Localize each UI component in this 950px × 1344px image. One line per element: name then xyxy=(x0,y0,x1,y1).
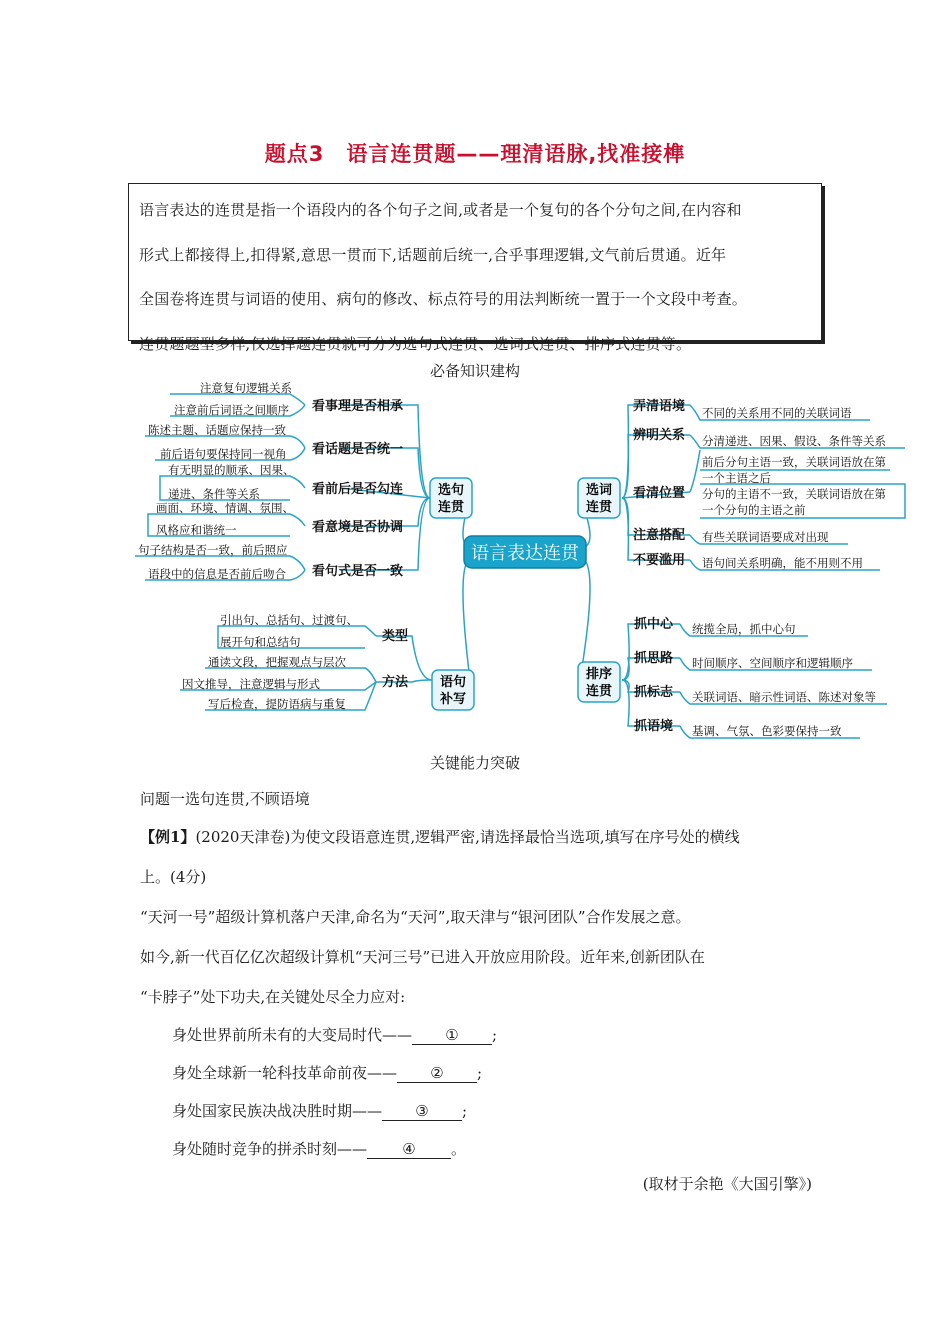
node-head: 方法 xyxy=(382,675,409,690)
blank-prefix: 身处世界前所未有的大变局时代—— xyxy=(172,1026,413,1044)
branch-label: 选词 xyxy=(585,483,613,498)
node-head: 看句式是否一致 xyxy=(312,564,404,579)
section-label-ability: 关键能力突破 xyxy=(429,754,520,772)
branch-label: 连贯 xyxy=(585,684,613,699)
passage-line: 如今,新一代百亿亿次超级计算机“天河三号”已进入开放应用阶段。近年来,创新团队在 xyxy=(140,948,705,966)
node-head: 看意境是否协调 xyxy=(312,520,404,535)
answer-blank-3[interactable]: ③ xyxy=(382,1102,462,1121)
node-leaf: 有些关联词语要成对出现 xyxy=(702,530,829,544)
branch-label: 选句 xyxy=(437,483,465,498)
problem-title: 问题一选句连贯,不顾语境 xyxy=(140,790,310,808)
center-node-label: 语言表达连贯 xyxy=(471,543,579,564)
node-leaf: 陈述主题、话题应保持一致 xyxy=(148,423,286,437)
intro-line: 全国卷将连贯与词语的使用、病句的修改、标点符号的用法判断统一置于一个文段中考查。 xyxy=(139,290,748,308)
node-leaf: 基调、气氛、色彩要保持一致 xyxy=(692,724,842,738)
source-citation: (取材于余艳《大国引擎》) xyxy=(642,1175,812,1193)
blank-line xyxy=(172,1100,467,1121)
branch-paixu xyxy=(578,662,620,702)
intro-line: 形式上都接得上,扣得紧,意思一贯而下,话题前后统一,合乎事理逻辑,文气前后贯通。近年 xyxy=(139,245,727,264)
node-leaf: 分清递进、因果、假设、条件等关系 xyxy=(702,434,886,448)
node-head: 看话题是否统一 xyxy=(312,442,404,457)
intro-line: 语言表达的连贯是指一个语段内的各个句子之间,或者是一个复句的各个分句之间,在内容和 xyxy=(139,201,742,219)
blank-line xyxy=(172,1024,497,1045)
node-leaf: 分句的主语不一致，关联词语放在第 xyxy=(702,487,886,501)
blank-prefix: 身处国家民族决战决胜时期—— xyxy=(172,1102,383,1120)
mind-map xyxy=(0,380,950,750)
example-tag: 【例1】 xyxy=(140,828,196,846)
node-head: 类型 xyxy=(382,629,409,644)
node-leaf: 前后分句主语一致，关联词语放在第 xyxy=(702,455,886,469)
node-leaf: 画面、环境、情调、氛围、 xyxy=(156,501,294,515)
node-leaf: 时间顺序、空间顺序和逻辑顺序 xyxy=(692,656,853,670)
node-leaf: 展开句和总结句 xyxy=(220,635,301,649)
blank-line xyxy=(172,1138,466,1159)
branch-label: 补写 xyxy=(439,692,467,707)
branch-yuju xyxy=(432,670,474,710)
answer-blank-4[interactable]: ④ xyxy=(367,1140,451,1159)
node-leaf: 一个主语之后 xyxy=(702,471,771,485)
node-leaf: 一个分句的主语之前 xyxy=(702,503,806,517)
answer-blank-1[interactable]: ① xyxy=(412,1026,492,1045)
branch-label: 语句 xyxy=(439,675,467,690)
node-head: 看前后是否勾连 xyxy=(312,482,404,497)
node-head: 看清位置 xyxy=(633,486,686,501)
node-head: 弄清语境 xyxy=(633,399,686,414)
node-head: 抓中心 xyxy=(634,617,674,632)
blank-end: ; xyxy=(492,1026,498,1044)
node-head: 抓标志 xyxy=(634,685,674,700)
blank-prefix: 身处随时竞争的拼杀时刻—— xyxy=(172,1140,368,1158)
node-leaf: 风格应和谐统一 xyxy=(156,523,237,537)
example-line2: 上。(4分) xyxy=(140,868,207,886)
blank-end: ; xyxy=(477,1064,483,1082)
node-leaf: 递进、条件等关系 xyxy=(168,487,260,501)
blank-end: 。 xyxy=(451,1140,467,1158)
branch-label: 排序 xyxy=(585,667,613,682)
node-leaf: 统揽全局，抓中心句 xyxy=(692,622,796,636)
node-leaf: 不同的关系用不同的关联词语 xyxy=(702,406,852,420)
node-leaf: 语句间关系明确，能不用则不用 xyxy=(702,556,863,570)
passage-line: “卡脖子”处下功夫,在关键处尽全力应对: xyxy=(140,988,406,1006)
example-text: (2020天津卷)为使文段语意连贯,逻辑严密,请选择最恰当选项,填写在序号处的横线 xyxy=(195,828,740,846)
node-leaf: 引出句、总括句、过渡句、 xyxy=(220,613,358,627)
node-head: 辨明关系 xyxy=(633,428,686,443)
blank-prefix: 身处全球新一轮科技革命前夜—— xyxy=(172,1064,398,1082)
answer-blank-2[interactable]: ② xyxy=(397,1064,477,1083)
branch-xuanci xyxy=(578,478,620,518)
node-leaf: 写后检查，提防语病与重复 xyxy=(208,697,346,711)
section-label-knowledge: 必备知识建构 xyxy=(429,362,520,380)
node-head: 注意搭配 xyxy=(633,528,686,543)
branch-xuanju xyxy=(430,478,472,518)
node-leaf: 注意前后词语之间顺序 xyxy=(174,403,289,417)
node-leaf: 注意复句逻辑关系 xyxy=(200,381,292,395)
node-leaf: 通读文段，把握观点与层次 xyxy=(208,655,346,669)
node-leaf: 因文推导，注意逻辑与形式 xyxy=(182,677,320,691)
example-line xyxy=(140,826,740,847)
node-head: 抓语境 xyxy=(634,719,674,734)
node-leaf: 前后语句要保持同一视角 xyxy=(160,447,287,461)
node-leaf: 语段中的信息是否前后吻合 xyxy=(148,567,286,581)
page-title: 题点3 语言连贯题——理清语脉,找准接榫 xyxy=(264,142,686,166)
node-head: 不要滥用 xyxy=(633,553,686,568)
node-leaf: 句子结构是否一致，前后照应 xyxy=(138,543,288,557)
node-leaf: 有无明显的顺承、因果、 xyxy=(168,463,295,477)
blank-line xyxy=(172,1062,482,1083)
node-head: 抓思路 xyxy=(634,651,674,666)
node-head: 看事理是否相承 xyxy=(312,399,404,414)
blank-end: ; xyxy=(462,1102,468,1120)
branch-label: 连贯 xyxy=(585,500,613,515)
node-leaf: 关联词语、暗示性词语、陈述对象等 xyxy=(692,690,876,704)
intro-box xyxy=(128,183,822,353)
passage-line: “天河一号”超级计算机落户天津,命名为“天河”,取天津与“银河团队”合作发展之意。 xyxy=(140,908,691,926)
branch-label: 连贯 xyxy=(437,500,465,515)
intro-line: 连贯题题型多样,仅选择题连贯就可分为选句式连贯、选词式连贯、排序式连贯等。 xyxy=(139,334,692,353)
